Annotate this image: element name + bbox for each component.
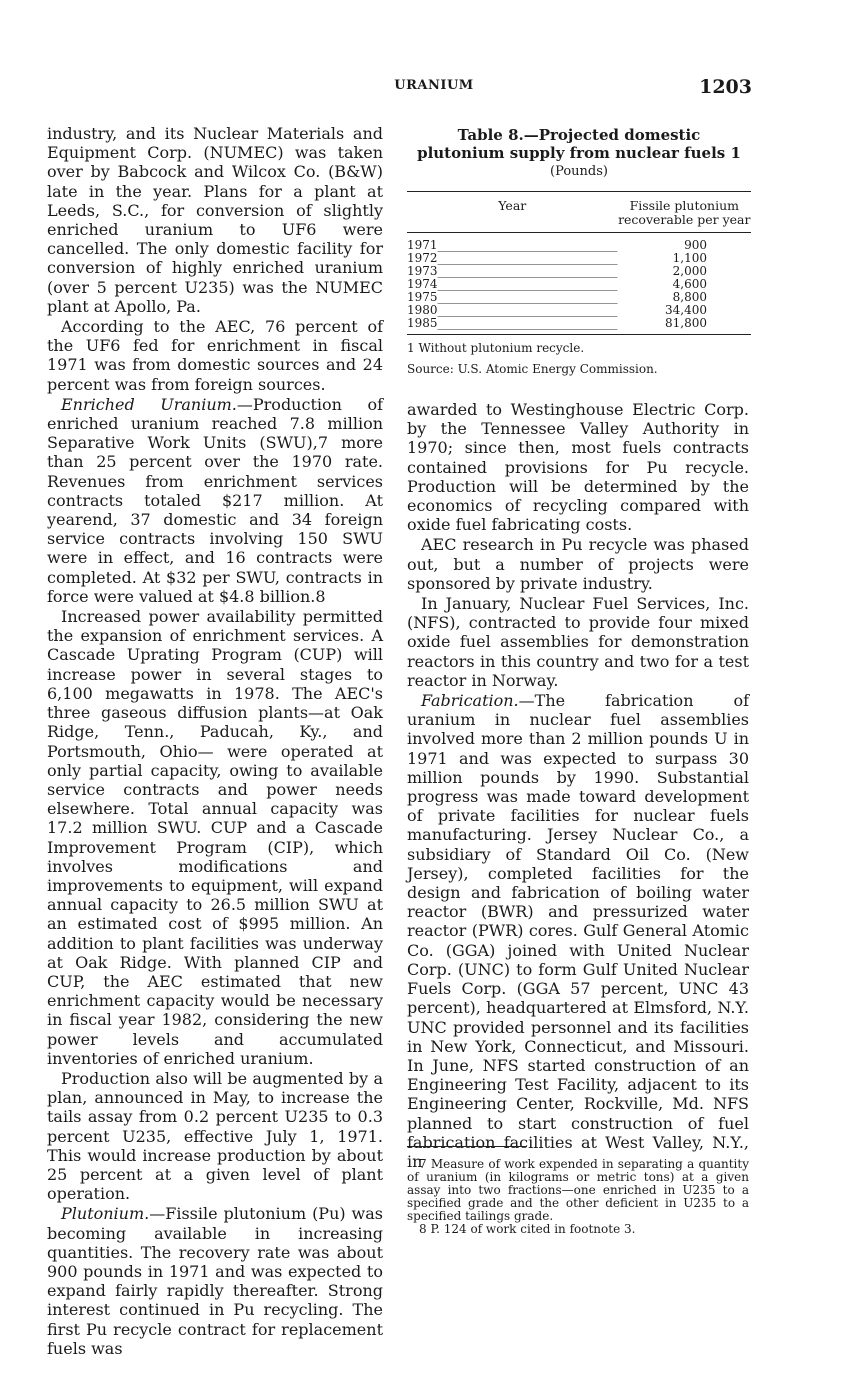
- paragraph: According to the AEC, 76 percent of the UF6 fed for enrichment in fiscal 1971 was from domestic sources and 24 percent was from foreign sources.: [47, 317, 383, 394]
- table-row: [407, 233, 751, 253]
- year-value: 1985: [407, 317, 438, 330]
- paragraph-text: —Production of enriched uranium reached 7.8 million Separative Work Units (SWU),7 more than 25 percent over the 1970 rate. Revenues from enrichment services contracts totaled $217 million. At yearend, 37 domestic and 34 foreign service contracts involving 150 SWU were in effect, and 16 contracts were completed. At $32 per SWU, contracts in force were valued at $4.8 billion.8: [47, 394, 383, 606]
- footnote: 8 P. 124 of work cited in footnote 3.: [419, 1222, 636, 1236]
- year-value: 1972: [407, 252, 438, 265]
- leader-dots: ______________________________: [437, 304, 618, 317]
- running-header: URANIUM: [394, 78, 474, 93]
- footnotes: [407, 1158, 749, 1236]
- year-value: 1975: [407, 291, 438, 304]
- paragraph: Increased power availability permitted the expansion of enrichment services. A Cascade Uprating Program (CUP) will increase power in several stages to 6,100 megawatts in 1978. The AEC's three gaseous diffusion plants—at Oak Ridge, Tenn., Paducah, Ky., and Portsmouth, Ohio— were operated at only partial capacity, owing to available service contracts and power needs elsewhere. Total annual capacity was 17.2 million SWU. CUP and a Cascade Improvement Program (CIP), which involves modifications and improvements to equipment, will expand annual capacity to 26.5 million SWU at an estimated cost of $995 million. An addition to plant facilities was underway at Oak Ridge. With planned CIP and CUP, the AEC estimated that new enrichment capacity would be necessary in fiscal year 1982, considering the new power levels and accumulated inventories of enriched uranium.: [47, 607, 383, 1068]
- table-row: [407, 317, 751, 335]
- footnote: 7 Measure of work expended in separating a quantity of uranium (in kilograms or metric tons) at a given assay into two fractions—one enriched in U235 to a specified grade and the other deficient in U235 to a specified tailings grade.: [407, 1157, 749, 1223]
- year-value: 1980: [407, 304, 438, 317]
- leader-dots: ______________________________: [437, 265, 618, 278]
- year-cell: [407, 233, 618, 253]
- paragraph: AEC research in Pu recycle was phased out, but a number of projects were sponsored by private industry.: [407, 535, 749, 593]
- year-cell: [407, 252, 618, 265]
- plutonium-value-cell: 8,800: [672, 290, 707, 304]
- plutonium-value-cell: 81,800: [618, 317, 751, 335]
- table-source: Source: U.S. Atomic Energy Commission.: [407, 362, 658, 376]
- paragraph-text: —Fissile plutonium (Pu) was becoming available in increasing quantities. The recovery rate was about 900 pounds in 1971 and was expected to expand fairly rapidly thereafter. Strong interest continued in Pu recycling. The first Pu recycle contract for replacement fuels was: [47, 1204, 383, 1358]
- right-column: [407, 400, 749, 1171]
- leader-dots: ______________________________: [437, 238, 618, 252]
- leader-dots: ______________________________: [437, 291, 618, 304]
- paragraph: [47, 395, 383, 606]
- year-value: 1974: [407, 278, 438, 291]
- plutonium-value-cell: 34,400: [665, 303, 707, 317]
- plutonium-supply-table: [407, 191, 751, 335]
- plutonium-value-cell: 2,000: [672, 264, 707, 278]
- year-cell: [407, 317, 618, 335]
- plutonium-supply-table-block: [407, 126, 751, 376]
- plutonium-value-cell: 1,100: [672, 251, 707, 265]
- paragraph: [407, 691, 749, 1171]
- paragraph: [47, 1204, 383, 1358]
- leader-dots: ______________________________: [437, 252, 618, 265]
- section-heading: Plutonium.: [61, 1204, 150, 1224]
- paragraph: Production also will be augmented by a plan, announced in May, to increase the tails assay from 0.2 percent U235 to 0.3 percent U235, effective July 1, 1971. This would increase production by about 25 percent at a given level of plant operation.: [47, 1068, 383, 1204]
- column-header-value: Fissile plutonium recoverable per year: [618, 192, 751, 233]
- plutonium-value-cell: 900: [684, 238, 707, 252]
- table-title: Table 8.—Projected domestic plutonium supply from nuclear fuels 1: [417, 126, 741, 162]
- column-header-year: Year: [407, 192, 618, 233]
- year-value: 1973: [407, 265, 438, 278]
- leader-dots: ______________________________: [437, 278, 618, 291]
- table-footnote: 1 Without plutonium recycle.: [407, 341, 585, 355]
- footnote-rule: [407, 1146, 527, 1147]
- plutonium-value-cell: 4,600: [672, 277, 707, 291]
- year-cell: [407, 265, 618, 278]
- paragraph-text: —The fabrication of uranium in nuclear fuel assemblies involved more than 2 million pounds U in 1971 and was expected to surpass 30 million pounds by 1990. Substantial progress was made toward development of private facilities for nuclear fuels manufacturing. Jersey Nuclear Co., a subsidiary of Standard Oil Co. (New Jersey), completed facilities for the design and fabrication of boiling water reactor (BWR) and pressurized water reactor (PWR) cores. Gulf General Atomic Co. (GGA) joined with United Nuclear Corp. (UNC) to form Gulf United Nuclear Fuels Corp. (GGA 57 percent, UNC 43 percent), headquartered at Elmsford, N.Y. UNC provided personnel and its facilities in New York, Connecticut, and Missouri. In June, NFS started construction of an Engineering Test Facility, adjacent to its Engineering Center, Rockville, Md. NFS planned to start construction of fuel fabrication facilities at West Valley, N.Y., in: [407, 691, 749, 1171]
- paragraph: awarded to Westinghouse Electric Corp. by the Tennessee Valley Authority in 1970; since then, most fuels contracts contained provisions for Pu recycle. Production will be determined by the economics of recycling compared with oxide fuel fabricating costs.: [407, 400, 749, 535]
- section-heading: Fabrication.: [421, 691, 519, 711]
- section-heading: Enriched Uranium.: [61, 394, 237, 414]
- year-cell: [407, 291, 618, 304]
- year-cell: [407, 304, 618, 317]
- paragraph: industry, and its Nuclear Materials and Equipment Corp. (NUMEC) was taken over by Babcock and Wilcox Co. (B&W) late in the year. Plans for a plant at Leeds, S.C., for conversion of slightly enriched uranium to UF6 were cancelled. The only domestic facility for conversion of highly enriched uranium (over 5 percent U235) was the NUMEC plant at Apollo, Pa.: [47, 124, 383, 316]
- year-cell: [407, 278, 618, 291]
- left-column: [47, 124, 383, 1358]
- leader-dots: ______________________________: [437, 317, 618, 330]
- table-unit: (Pounds): [550, 164, 608, 179]
- paragraph: In January, Nuclear Fuel Services, Inc. (NFS), contracted to provide four mixed oxide fuel assemblies for demonstration reactors in this country and two for a test reactor in Norway.: [407, 594, 749, 690]
- year-value: 1971: [407, 238, 438, 252]
- page-number: 1203: [699, 76, 752, 98]
